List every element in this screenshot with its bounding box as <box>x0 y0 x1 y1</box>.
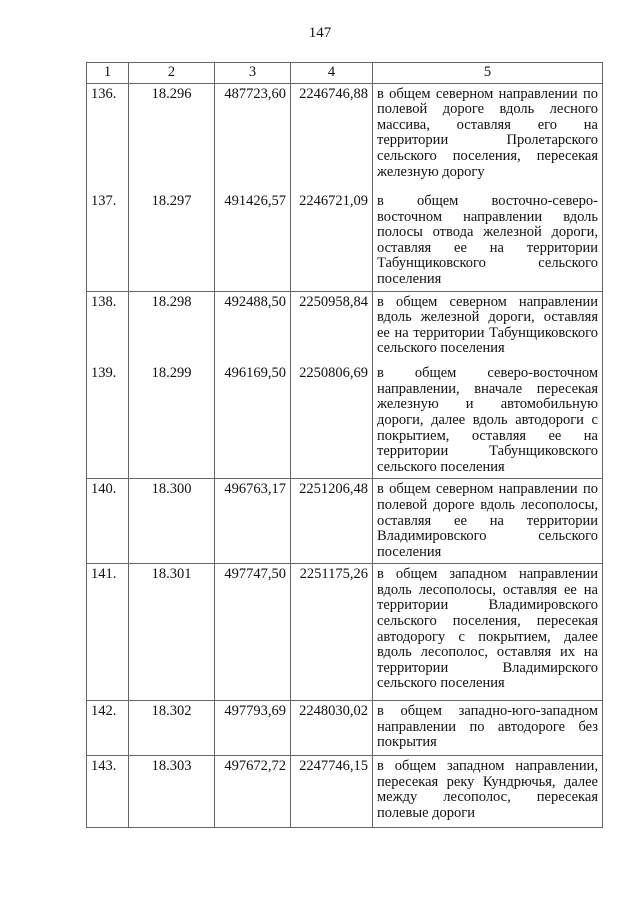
y-coordinate: 2250958,84 <box>291 291 373 363</box>
table-row <box>87 756 603 828</box>
y-coordinate: 2251175,26 <box>291 564 373 701</box>
row-number: 136. <box>87 83 129 191</box>
point-id: 18.299 <box>129 363 215 479</box>
column-header: 1 <box>87 63 129 84</box>
x-coordinate: 496169,50 <box>215 363 291 479</box>
point-id: 18.297 <box>129 191 215 291</box>
row-number: 137. <box>87 191 129 291</box>
route-description: в общем северном направлении по полевой дороге вдоль лесного массива, оставляя его на территории Пролетарского сельского поселения, пересекая железную дорогу <box>373 83 603 191</box>
column-header: 5 <box>373 63 603 84</box>
table-row <box>87 564 603 701</box>
route-description: в общем восточно-северо-восточном направлении вдоль полосы отвода железной дороги, оставляя ее на территории Табунщиковского сельского поселения <box>373 191 603 291</box>
route-description: в общем северном направлении по полевой дороге вдоль лесополосы, оставляя ее на территории Владимировского сельского поселения <box>373 479 603 564</box>
point-id: 18.296 <box>129 83 215 191</box>
table-row <box>87 291 603 363</box>
column-header: 3 <box>215 63 291 84</box>
route-description: в общем западном направлении вдоль лесополосы, оставляя ее на территории Владимировского сельского поселения, пересекая автодорогу с покрытием, далее вдоль лесополос, оставляя их на территории Владимирского сельского поселения <box>373 564 603 701</box>
point-id: 18.300 <box>129 479 215 564</box>
x-coordinate: 497672,72 <box>215 756 291 828</box>
point-id: 18.298 <box>129 291 215 363</box>
y-coordinate: 2246721,09 <box>291 191 373 291</box>
y-coordinate: 2250806,69 <box>291 363 373 479</box>
point-id: 18.301 <box>129 564 215 701</box>
column-header: 2 <box>129 63 215 84</box>
row-number: 139. <box>87 363 129 479</box>
table-row <box>87 363 603 479</box>
y-coordinate: 2246746,88 <box>291 83 373 191</box>
x-coordinate: 487723,60 <box>215 83 291 191</box>
row-number: 142. <box>87 701 129 756</box>
x-coordinate: 496763,17 <box>215 479 291 564</box>
y-coordinate: 2247746,15 <box>291 756 373 828</box>
table-row <box>87 191 603 291</box>
y-coordinate: 2251206,48 <box>291 479 373 564</box>
column-header: 4 <box>291 63 373 84</box>
table-row <box>87 701 603 756</box>
table-row <box>87 83 603 191</box>
point-id: 18.302 <box>129 701 215 756</box>
point-id: 18.303 <box>129 756 215 828</box>
row-number: 141. <box>87 564 129 701</box>
table-row <box>87 479 603 564</box>
y-coordinate: 2248030,02 <box>291 701 373 756</box>
x-coordinate: 497747,50 <box>215 564 291 701</box>
route-description: в общем западном направлении, пересекая реку Кундрючья, далее между лесополос, пересекая полевые дороги <box>373 756 603 828</box>
route-description: в общем северо-восточном направлении, вначале пересекая железную и автомобильную дороги, далее вдоль автодороги с покрытием, оставляя ее на территории Табунщиковского сельского поселения <box>373 363 603 479</box>
route-description: в общем северном направлении вдоль железной дороги, оставляя ее на территории Табунщиковского сельского поселения <box>373 291 603 363</box>
x-coordinate: 492488,50 <box>215 291 291 363</box>
row-number: 138. <box>87 291 129 363</box>
x-coordinate: 497793,69 <box>215 701 291 756</box>
route-description: в общем западно-юго-западном направлении по автодороге без покрытия <box>373 701 603 756</box>
x-coordinate: 491426,57 <box>215 191 291 291</box>
row-number: 140. <box>87 479 129 564</box>
row-number: 143. <box>87 756 129 828</box>
table-header-row <box>87 63 603 84</box>
boundary-table <box>86 62 603 828</box>
page-number: 147 <box>308 25 332 41</box>
